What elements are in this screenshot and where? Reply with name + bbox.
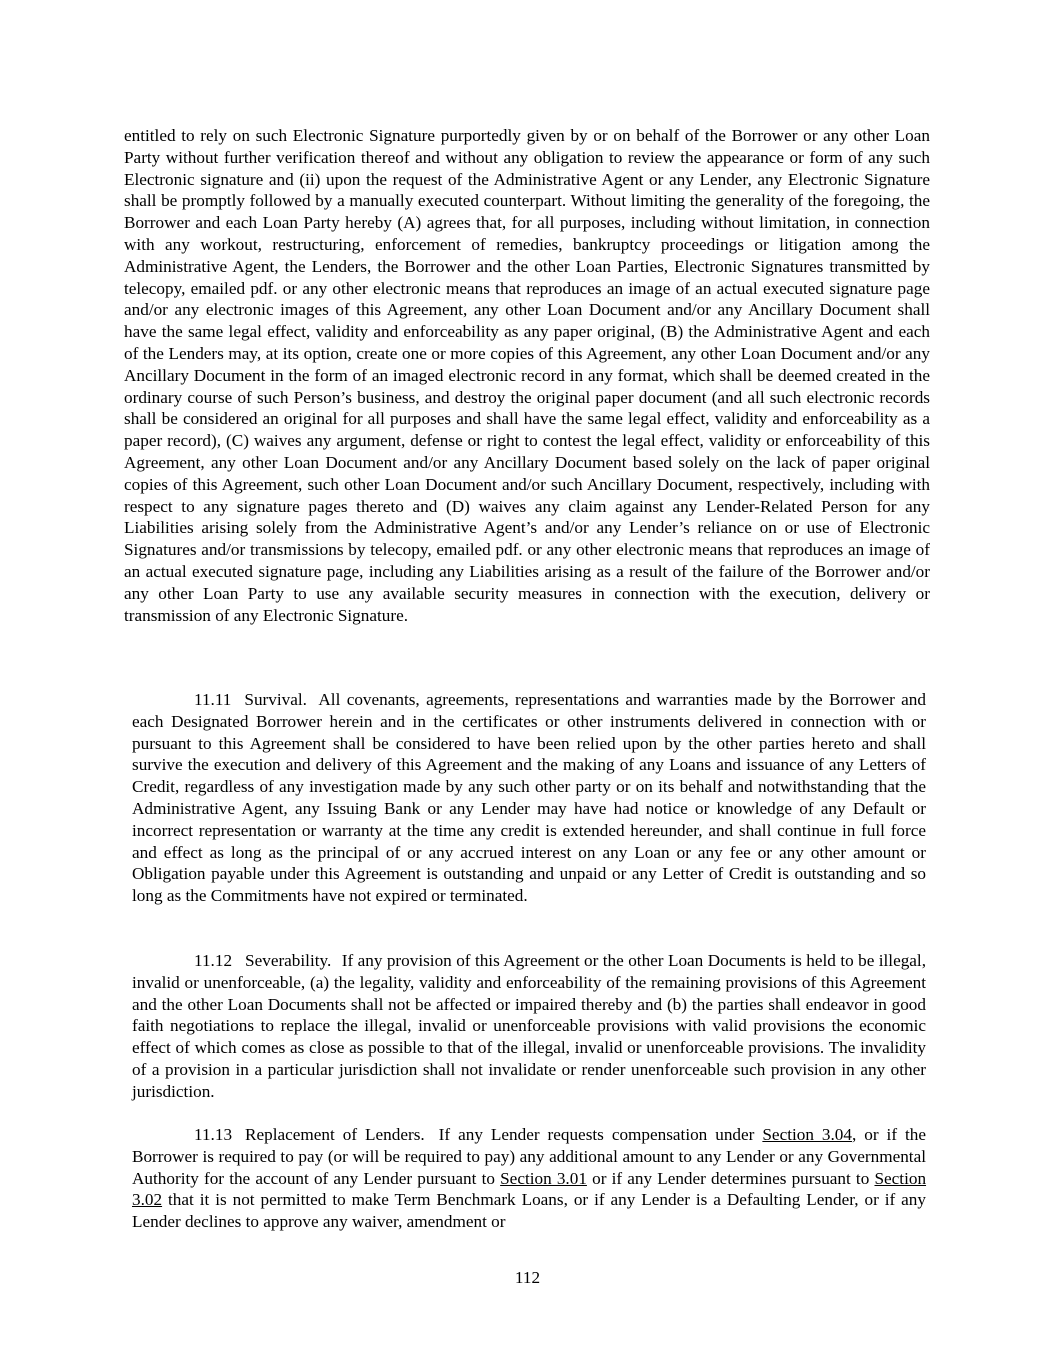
section-number: 11.13 — [194, 1125, 233, 1144]
section-body: If any provision of this Agreement or the other Loan Documents is held to be illegal, invalid or unenforceable, (a) the legality, validity and enforceability of the remaining provisions of this Agreement and the other Loan Documents shall not be affected or impaired thereby and (b) the parties shall endeavor in good faith negotiations to replace the illegal, invalid or unenforceable provisions with valid provisions the economic effect of which comes as close as possible to that of the illegal, invalid or unenforceable provisions. The invalidity of a provision in a particular jurisdiction shall not invalidate or render unenforceable such provision in any other jurisdiction. — [132, 951, 927, 1101]
section-body-part: or if any Lender determines pursuant to — [592, 1168, 870, 1188]
section-body-part: If any Lender requests compensation under — [438, 1125, 755, 1144]
section-number: 11.12 — [194, 951, 233, 970]
section-heading: Survival. — [244, 690, 307, 709]
section-11-13 — [132, 1124, 926, 1233]
section-11-12 — [132, 950, 926, 1103]
section-reference-link[interactable]: Section 3.02 — [132, 1168, 927, 1210]
section-reference-link[interactable]: Section 3.01 — [500, 1168, 587, 1188]
section-reference-link[interactable]: Section 3.04 — [762, 1125, 852, 1144]
section-body-part: that it is not permitted to make Term Benchmark Loans, or if any Lender is a Defaulting Lender, or if any Lender declines to approve any waiver, amendment or — [132, 1190, 926, 1232]
section-body-part: , or if the Borrower is required to pay (or will be required to pay) any additional amount to any Lender or any Governmental Authority for the account of any Lender pursuant to — [132, 1125, 927, 1188]
section-heading: Severability. — [245, 951, 332, 970]
section-11-11 — [132, 689, 926, 907]
section-heading: Replacement of Lenders. — [245, 1125, 425, 1144]
page-number: 112 — [514, 1268, 541, 1287]
section-number: 11.11 — [194, 690, 232, 709]
section-body: All covenants, agreements, representations and warranties made by the Borrower and each Designated Borrower herein and in the certificates or other instruments delivered in connection with or pursuant to this Agreement shall be considered to have been relied upon by the other parties hereto and shall survive the execution and delivery of this Agreement and the making of any Loans and issuance of any Letters of Credit, regardless of any investigation made by any such other party or on its behalf and notwithstanding that the Administrative Agent, any Issuing Bank or any Lender may have had notice or knowledge of any Default or incorrect representation or warranty at the time any credit is extended hereunder, and shall continue in full force and effect as long as the principal of or any accrued interest on any Loan or any fee or any other amount or Obligation payable under this Agreement is outstanding and unpaid or any Letter of Credit is outstanding and so long as the Commitments have not expired or terminated. — [132, 690, 926, 906]
continuation-paragraph: entitled to rely on such Electronic Signature purportedly given by or on behalf of the Borrower or any other Loan Party without further verification thereof and without any obligation to review the appearance or form of any such Electronic signature and (ii) upon the request of the Administrative Agent or any Lender, any Electronic Signature shall be promptly followed by a manually executed counterpart. Without limiting the generality of the foregoing, the Borrower and each Loan Party hereby (A) agrees that, for all purposes, including without limitation, in connection with any workout, restructuring, enforcement of remedies, bankruptcy proceedings or litigation among the Administrative Agent, the Lenders, the Borrower and the other Loan Parties, Electronic Signatures transmitted by telecopy, emailed pdf. or any other electronic means that reproduces an image of an actual executed signature page and/or any electronic images of this Agreement, any other Loan Document and/or any Ancillary Document shall have the same legal effect, validity and enforceability as any paper original, (B) the Administrative Agent and each of the Lenders may, at its option, create one or more copies of this Agreement, any other Loan Document and/or any Ancillary Document in the form of an imaged electronic record in any format, which shall be deemed created in the ordinary course of such Person’s business, and destroy the original paper document (and all such electronic records shall be considered an original for all purposes and shall have the same legal effect, validity and enforceability as a paper record), (C) waives any argument, defense or right to contest the legal effect, validity or enforceability of this Agreement, any other Loan Document and/or any Ancillary Document based solely on the lack of paper original copies of this Agreement, such other Loan Document and/or such Ancillary Document, respectively, including with respect to any signature pages thereto and (D) waives any claim against any Lender-Related Person for any Liabilities arising solely from the Administrative Agent’s and/or any Lender’s reliance on or use of Electronic Signatures and/or transmissions by telecopy, emailed pdf. or any other electronic means that reproduces an image of an actual executed signature page, including any Liabilities arising as a result of the failure of the Borrower and/or any other Loan Party to use any available security measures in connection with the execution, delivery or transmission of any Electronic Signature. — [124, 126, 930, 625]
